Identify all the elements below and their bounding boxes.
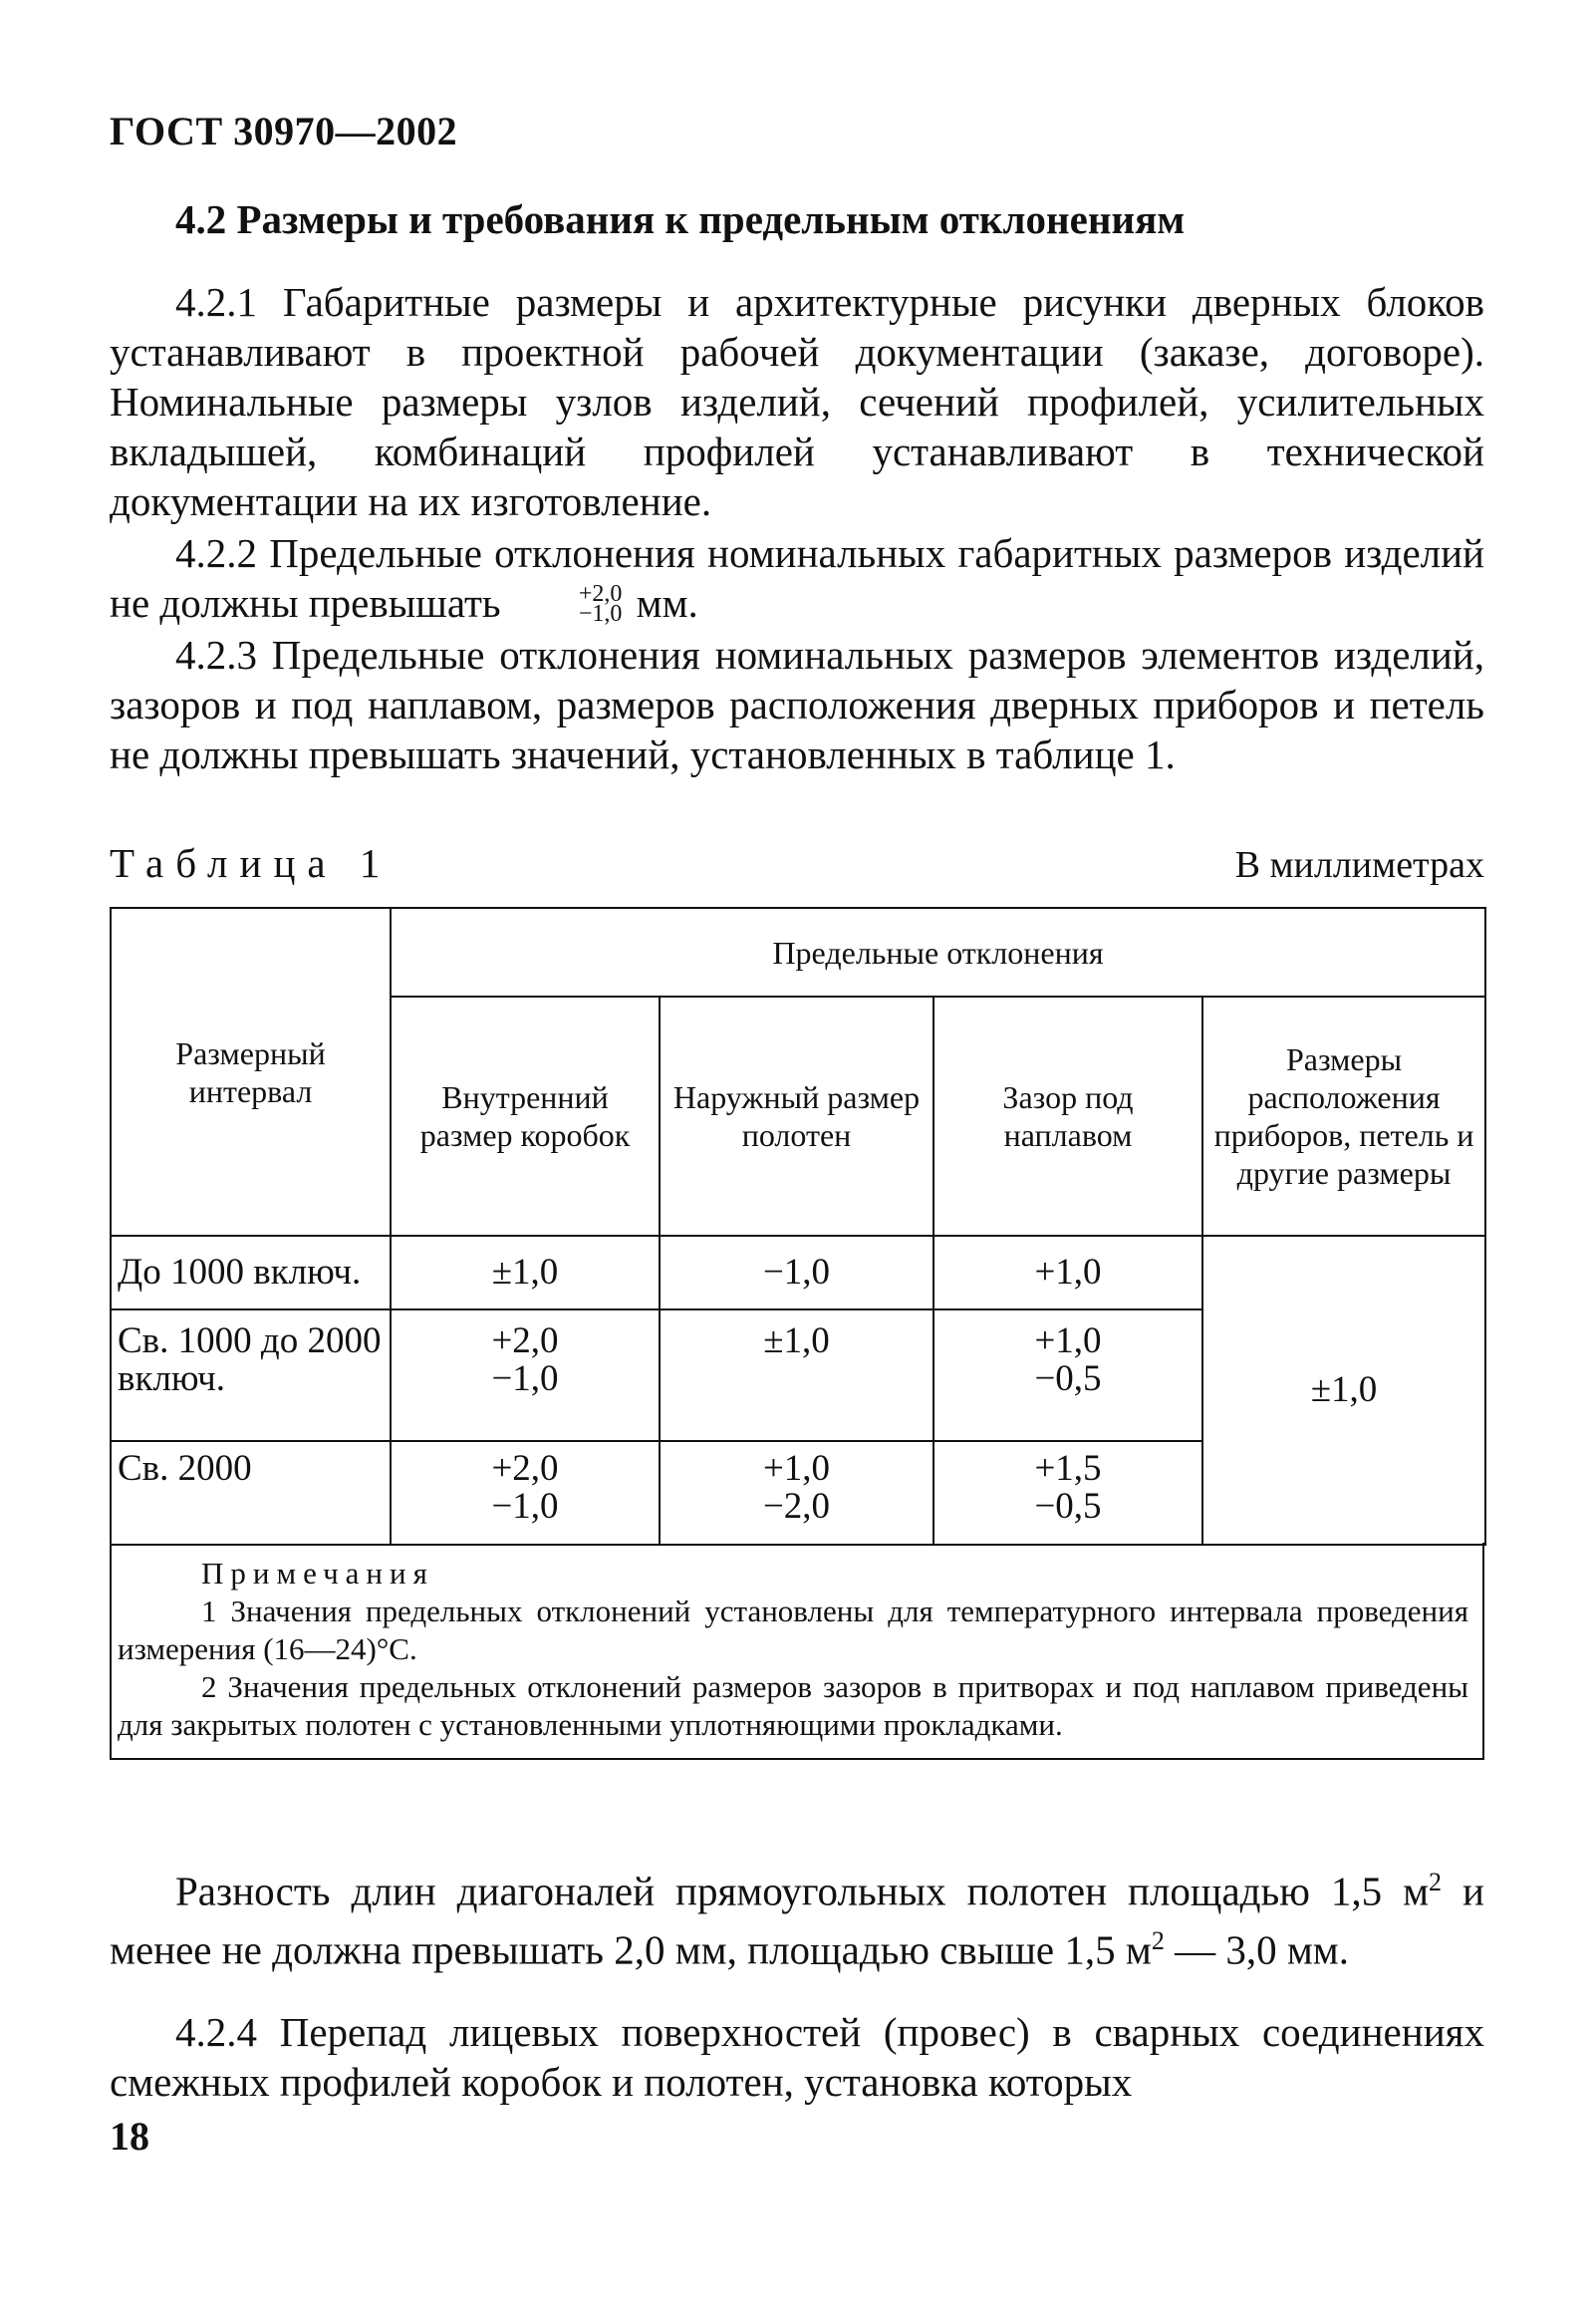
value: −1,0 [762,1252,831,1293]
row-interval: Св. 1000 до 2000 включ. [111,1309,391,1441]
row-outer [660,1309,933,1441]
paragraph-4-2-4: 4.2.4 Перепад лицевых поверхностей (провес) в сварных соединениях смежных профилей коробок и полотен, установка которых [110,2009,1484,2105]
positions-value: ±1,0 [1202,1236,1485,1545]
note-item: 1 Значения предельных отклонений установлены для температурного интервала проведения измерения (16—24)°С. [118,1594,1468,1666]
table-row [111,1236,1485,1309]
note-item: 2 Значения предельных отклонений размеров зазоров в притворах и под наплавом приведены для закрытых полотен с установленными уплотняющими прокладками. [118,1669,1468,1742]
row-inner [391,1309,660,1441]
value: +1,0 [762,1448,831,1489]
row-inner [391,1441,660,1545]
value: ±1,0 [491,1252,559,1293]
tolerance-upper: +2,0 [578,580,623,607]
value: +1,0 [1034,1320,1102,1361]
row-gap [933,1309,1202,1441]
paragraph-4-2-2-text: 4.2.2 Предельные отклонения номинальных габаритных размеров изделий не должны превышать [110,530,1484,626]
diagonal-text-part: — 3,0 мм. [1164,1926,1349,1973]
header-group: Предельные отклонения [391,908,1485,997]
paragraph-4-2-3: 4.2.3 Предельные отклонения номинальных размеров элементов изделий, зазоров и под наплавом, размеров расположения дверных приборов и петель не должны превышать значений, установленных в таблице 1. [110,632,1484,777]
row-interval: До 1000 включ. [111,1236,391,1309]
row-gap [933,1441,1202,1545]
diagonal-text-part: и менее не должна превышать 2,0 мм, площадью свыше 1,5 м [110,1868,1484,1973]
document-code: ГОСТ 30970—2002 [110,109,458,153]
table-notes [110,1543,1484,1760]
value: −1,0 [491,1358,559,1399]
value: −2,0 [762,1486,831,1527]
paragraph-diagonals [110,1858,1484,1974]
section-heading: 4.2 Размеры и требования к предельным отклонениям [175,196,1186,242]
header-gap: Зазор под наплавом [933,997,1202,1236]
row-outer [660,1441,933,1545]
paragraph-4-2-2 [110,528,1484,628]
row-gap [933,1236,1202,1309]
table-unit: В миллиметрах [1234,844,1484,886]
value: +2,0 [491,1320,559,1361]
header-interval: Размерный интервал [111,908,391,1236]
tolerance-stack [513,580,623,627]
superscript: 2 [1429,1868,1443,1896]
tolerance-table [110,907,1486,1546]
notes-title: Примечания [201,1556,434,1591]
table-caption: Таблица 1 [110,840,393,886]
value: −0,5 [1034,1358,1102,1399]
value: +1,0 [1034,1252,1102,1293]
paragraph-4-2-1: 4.2.1 Габаритные размеры и архитектурные рисунки дверных блоков устанавливают в проектной рабочей документации (заказе, договоре). Номинальные размеры узлов изделий, сечений профилей, усилительных вкладышей, комбинаций профилей устанавливают в технической документации на их изготовление. [110,279,1484,524]
value: ±1,0 [763,1320,830,1361]
header-inner-box: Внутренний размер коробок [391,997,660,1236]
value: −0,5 [1034,1486,1102,1527]
value: −1,0 [491,1486,559,1527]
tolerance-lower: −1,0 [578,600,623,627]
superscript: 2 [1151,1925,1165,1955]
header-positions: Размеры расположения приборов, петель и другие размеры [1202,997,1485,1236]
diagonal-text-part: Разность длин диагоналей прямоугольных полотен площадью 1,5 м [175,1868,1430,1914]
row-inner [391,1236,660,1309]
row-interval: Св. 2000 [111,1441,391,1545]
value: +1,5 [1034,1448,1102,1489]
paragraph-4-2-2-unit: мм. [636,580,698,626]
header-outer-leaf: Наружный размер полотен [660,997,933,1236]
value: +2,0 [491,1448,559,1489]
row-outer [660,1236,933,1309]
page-number: 18 [110,2114,149,2159]
